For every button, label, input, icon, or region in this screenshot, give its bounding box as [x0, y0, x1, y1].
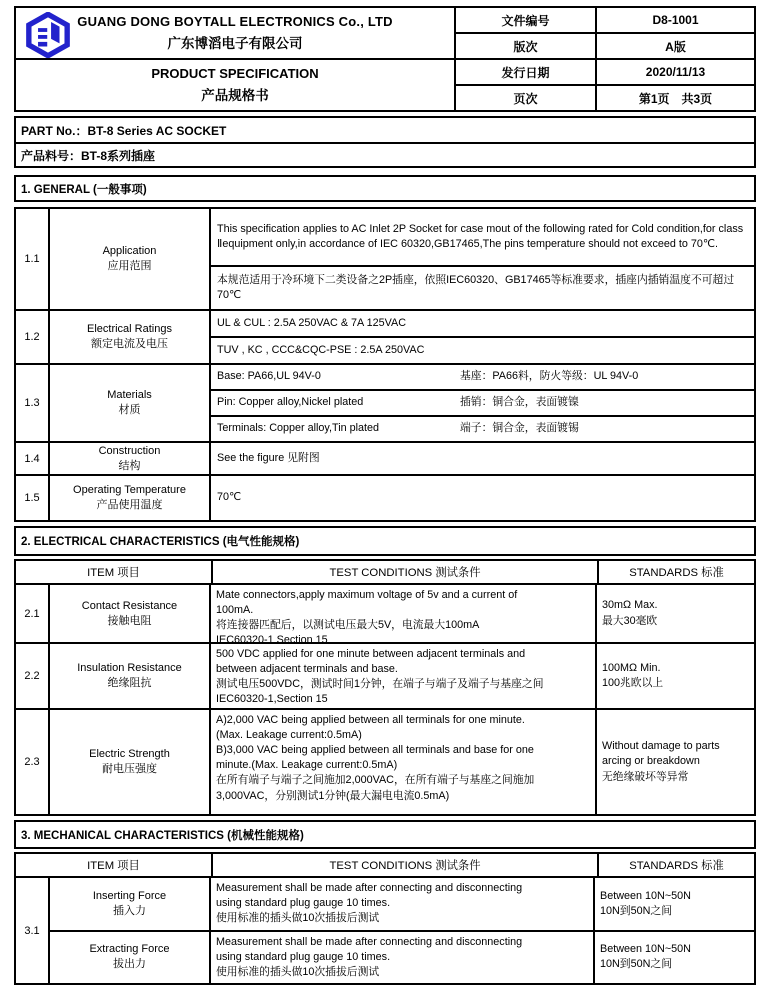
application-text-zh: 本规范适用于冷环境下二类设备之2P插座，依照IEC60320、GB17465等标准要求，插座内插销温度不可超过70℃: [211, 265, 754, 309]
standards-text: 30mΩ Max. 最大30毫欧: [602, 599, 658, 627]
section-title-mechanical: 3. MECHANICAL CHARACTERISTICS (机械性能规格): [14, 820, 756, 849]
row-index: 2.3: [16, 710, 50, 814]
company-block: [16, 8, 454, 60]
meta-value: A版: [665, 39, 686, 54]
table-row-construction: [16, 441, 754, 474]
material-en: Terminals: Copper alloy,Tin plated: [217, 422, 380, 435]
standards-text: 100MΩ Min. 100兆欧以上: [602, 661, 664, 689]
row-index: 1.4: [16, 443, 50, 474]
column-header-standards: STANDARDS 标准: [629, 567, 724, 579]
material-zh: 插销：铜合金，表面镀镍: [460, 396, 579, 409]
item-name: [50, 932, 211, 984]
test-conditions-text: Measurement shall be made after connecting and disconnecting using standard plug gauge 10 times. 使用标准的插头做10次插拔后测试: [211, 932, 595, 984]
column-header-item: ITEM 项目: [16, 561, 213, 583]
meta-row-doc-number: [456, 8, 754, 32]
meta-label: 版次: [456, 34, 597, 58]
item-name-en: Construction: [98, 444, 161, 457]
table-row-electrical-ratings: [16, 309, 754, 363]
item-name-en: Materials: [107, 389, 152, 402]
meta-row-revision: [456, 32, 754, 58]
table-row-application: [16, 209, 754, 309]
meta-row-page: [456, 84, 754, 110]
column-header-standards: STANDARDS 标准: [629, 860, 724, 872]
meta-label: 页次: [456, 86, 597, 110]
section-title-electrical: 2. ELECTRICAL CHARACTERISTICS (电气性能规格): [14, 526, 756, 556]
company-name-en: GUANG DONG BOYTALL ELECTRONICS Co., LTD: [77, 14, 393, 29]
item-name: [50, 644, 211, 708]
item-name-en: Contact Resistance: [81, 599, 178, 612]
row-index: 1.3: [16, 365, 50, 441]
part-no-zh: 产品料号：BT-8系列插座: [16, 142, 754, 166]
test-conditions-text: Measurement shall be made after connecting and disconnecting using standard plug gauge 10 times. 使用标准的插头做10次插拔后测试: [211, 878, 595, 930]
rating-line: UL & CUL : 2.5A 250VAC & 7A 125VAC: [217, 316, 407, 329]
part-no-en: PART No.：BT-8 Series AC SOCKET: [21, 123, 227, 138]
row-content: [211, 311, 754, 363]
table-row-contact-resistance: [16, 583, 754, 647]
doc-title-en: PRODUCT SPECIFICATION: [151, 66, 319, 81]
material-zh: 基座：PA66料，防火等级：UL 94V-0: [460, 370, 639, 383]
item-name: [50, 585, 211, 642]
item-name: [50, 476, 211, 520]
table-row-extracting-force: [50, 930, 754, 984]
item-name-en: Operating Temperature: [73, 484, 186, 497]
item-name-en: Insulation Resistance: [77, 662, 182, 675]
spec-document: [14, 6, 756, 985]
application-text-en: This specification applies to AC Inlet 2P Socket for case mout of the following rated for Cold condition,for class Ⅱequipment only,in accordance of IEC 60320,GB17465,The pins temperature should not exceed to 70℃.: [217, 222, 744, 250]
material-line-base: [211, 365, 754, 389]
table-row-insulation-resistance: [16, 642, 754, 708]
doc-title-block: [16, 60, 454, 110]
item-name-en: Inserting Force: [92, 889, 167, 902]
doc-title-zh: 产品规格书: [201, 88, 269, 103]
item-name-zh: 耐电压强度: [102, 763, 157, 775]
material-en: Pin: Copper alloy,Nickel plated: [217, 396, 364, 409]
column-header-item: ITEM 项目: [16, 854, 213, 876]
test-conditions-text: Mate connectors,apply maximum voltage of 5v and a current of 100mA. 将连接器匹配后，以测试电压最大5V，电流最大100mA IEC60320-1 Section 15: [211, 585, 597, 642]
meta-value: 第1页 共3页: [638, 91, 713, 106]
table-row-inserting-force: [50, 878, 754, 930]
item-name-zh: 插入力: [113, 904, 146, 917]
company-logo-icon: [25, 12, 71, 58]
column-header-test-conditions: TEST CONDITIONS 测试条件: [213, 561, 599, 583]
material-zh: 端子：铜合金，表面镀锡: [460, 422, 579, 435]
row-index: 3.1: [16, 878, 50, 983]
item-name: [50, 878, 211, 930]
company-name-zh: 广东博滔电子有限公司: [167, 36, 303, 51]
row-content: [211, 365, 754, 441]
material-line-terminals: [211, 415, 754, 441]
construction-text: See the figure 见附图: [217, 451, 320, 464]
electrical-table: [14, 559, 756, 816]
meta-value: D8-1001: [652, 13, 699, 27]
test-conditions-text: 500 VDC applied for one minute between adjacent terminals and between adjacent terminals and base. 测试电压500VDC，测试时间1分钟，在端子与端子及端子与基座之间 IEC60320-1,Section 15: [211, 644, 597, 708]
document-header: [14, 6, 756, 112]
meta-value: 2020/11/13: [645, 65, 706, 79]
mechanical-table: [14, 852, 756, 985]
row-index: 1.5: [16, 476, 50, 520]
item-name: [50, 710, 211, 814]
header-left: [16, 8, 456, 110]
test-conditions-text: A)2,000 VAC being applied between all terminals for one minute. (Max. Leakage current:0.5mA) B)3,000 VAC being applied between all terminals and base for one minute.(Max. Leakage current:0.5mA) 在所有端子与端子之间施加2,000VAC，在所有端子与基座之间施加 3,000VAC，分别测试1分钟(最大漏电电流0.5mA): [211, 710, 597, 814]
mechanical-header-row: [16, 854, 754, 876]
temperature-text: 70℃: [217, 491, 242, 504]
part-number-block: [14, 116, 756, 168]
row-index: 2.2: [16, 644, 50, 708]
item-name-en: Electrical Ratings: [87, 323, 172, 336]
standards-text: Between 10N~50N 10N到50N之间: [600, 943, 691, 971]
row-content: [211, 209, 754, 309]
item-name-en: Extracting Force: [89, 943, 170, 956]
rating-line: TUV , KC , CCC&CQC-PSE : 2.5A 250VAC: [211, 336, 754, 363]
material-en: Base: PA66,UL 94V-0: [217, 370, 321, 383]
row-index: 2.1: [16, 585, 50, 642]
row-index: 1.1: [16, 209, 50, 309]
row-content: [211, 476, 754, 520]
item-name-en: Application: [102, 245, 157, 258]
item-name: [50, 365, 211, 441]
table-row-electric-strength: [16, 708, 754, 814]
item-name: [50, 311, 211, 363]
group-rows: [50, 878, 754, 983]
item-name-zh: 拔出力: [113, 958, 146, 971]
table-row-group-3-1: [16, 876, 754, 983]
meta-row-issue-date: [456, 58, 754, 84]
material-line-pin: [211, 389, 754, 415]
row-content: [211, 443, 754, 474]
standards-text: Without damage to parts arcing or breakdown 无绝缘破坏等异常: [602, 740, 720, 783]
row-index: 1.2: [16, 311, 50, 363]
standards-text: Between 10N~50N 10N到50N之间: [600, 889, 691, 917]
item-name-zh: 结构: [118, 459, 141, 472]
item-name-zh: 绝缘阻抗: [107, 677, 152, 689]
table-row-materials: [16, 363, 754, 441]
item-name-en: Electric Strength: [89, 748, 170, 761]
item-name: [50, 209, 211, 309]
item-name-zh: 产品使用温度: [96, 499, 163, 511]
meta-label: 文件编号: [456, 8, 597, 32]
item-name-zh: 应用范围: [107, 260, 152, 272]
meta-label: 发行日期: [456, 60, 597, 84]
item-name-zh: 额定电流及电压: [91, 338, 168, 350]
table-row-operating-temperature: [16, 474, 754, 520]
electrical-header-row: [16, 561, 754, 583]
item-name-zh: 材质: [118, 404, 141, 416]
column-header-test-conditions: TEST CONDITIONS 测试条件: [213, 854, 599, 876]
item-name: [50, 443, 211, 474]
item-name-zh: 接触电阻: [107, 614, 152, 627]
general-table: [14, 207, 756, 522]
section-title-general: 1. GENERAL (一般事项): [14, 175, 756, 202]
header-meta-table: [456, 8, 754, 110]
